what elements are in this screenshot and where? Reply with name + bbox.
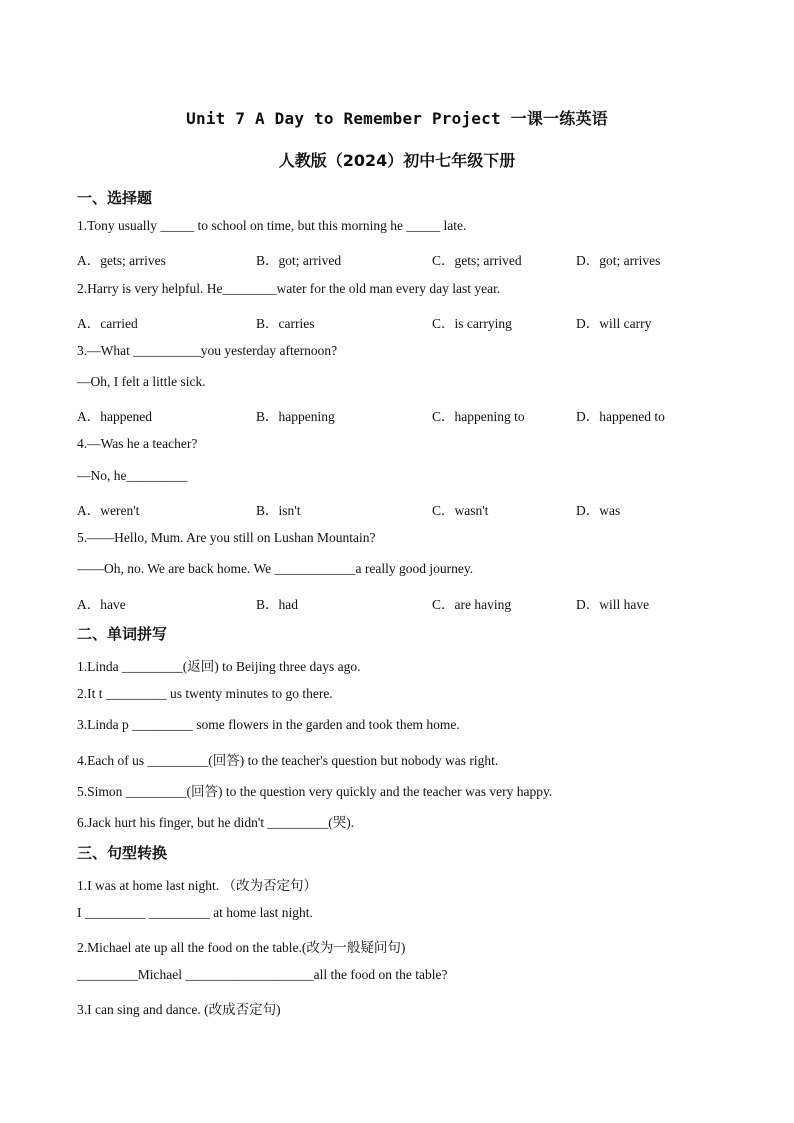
option-d[interactable]: D．got; arrives [576,253,661,268]
option-c[interactable]: C．are having [432,597,512,612]
option-d[interactable]: D．will have [576,597,650,612]
option-d[interactable]: D．was [576,503,621,518]
question-4-reply: —No, he_________ [77,468,188,483]
option-a[interactable]: A．have [77,597,126,612]
transformation-item: 2.Michael ate up all the food on the table.(改为一般疑问句) [77,940,406,955]
option-d[interactable]: D．will carry [576,316,652,331]
spelling-item: 1.Linda _________(返回) to Beijing three days ago. [77,659,361,674]
question-3: 3.—What __________you yesterday afternoon? [77,343,338,358]
question-3-reply: —Oh, I felt a little sick. [77,374,206,389]
transformation-item: 3.I can sing and dance. (改成否定句) [77,1002,281,1017]
question-1-options [77,249,757,269]
spelling-item: 4.Each of us _________(回答) to the teacher's question but nobody was right. [77,753,499,768]
question-5-reply: ——Oh, no. We are back home. We ____________a really good journey. [77,561,474,576]
option-b[interactable]: B．isn't [256,503,301,518]
question-1: 1.Tony usually _____ to school on time, but this morning he _____ late. [77,218,467,233]
option-b[interactable]: B．happening [256,409,335,424]
option-b[interactable]: B．carries [256,316,315,331]
spelling-item: 5.Simon _________(回答) to the question very quickly and the teacher was very happy. [77,784,553,799]
option-c[interactable]: C．gets; arrived [432,253,522,268]
spelling-item: 2.It t _________ us twenty minutes to go there. [77,686,333,701]
worksheet-title: Unit 7 A Day to Remember Project 一课一练英语 [186,109,608,128]
question-3-options [77,405,757,425]
spelling-item: 3.Linda p _________ some flowers in the garden and took them home. [77,717,460,732]
option-c[interactable]: C．wasn't [432,503,489,518]
option-a[interactable]: A．weren't [77,503,140,518]
question-2-options [77,312,757,332]
option-b[interactable]: B．had [256,597,298,612]
option-a[interactable]: A．happened [77,409,152,424]
section-heading-multiple-choice: 一、选择题 [77,189,153,207]
option-c[interactable]: C．is carrying [432,316,512,331]
section-heading-spelling: 二、单词拼写 [77,625,168,643]
option-c[interactable]: C．happening to [432,409,525,424]
question-4: 4.—Was he a teacher? [77,436,198,451]
section-heading-transformation: 三、句型转换 [77,844,168,862]
option-a[interactable]: A．carried [77,316,138,331]
transformation-answer-line: I _________ _________ at home last night. [77,905,313,920]
question-4-options [77,499,757,519]
question-5-options [77,593,757,613]
worksheet-subtitle: 人教版（2024）初中七年级下册 [278,151,516,170]
question-2: 2.Harry is very helpful. He________water for the old man every day last year. [77,281,501,296]
spelling-item: 6.Jack hurt his finger, but he didn't _________(哭). [77,815,355,830]
transformation-item: 1.I was at home last night. （改为否定句） [77,878,317,893]
transformation-answer-line: _________Michael ___________________all the food on the table? [77,967,448,982]
option-d[interactable]: D．happened to [576,409,665,424]
option-b[interactable]: B．got; arrived [256,253,342,268]
question-5: 5.——Hello, Mum. Are you still on Lushan Mountain? [77,530,376,545]
option-a[interactable]: A．gets; arrives [77,253,166,268]
